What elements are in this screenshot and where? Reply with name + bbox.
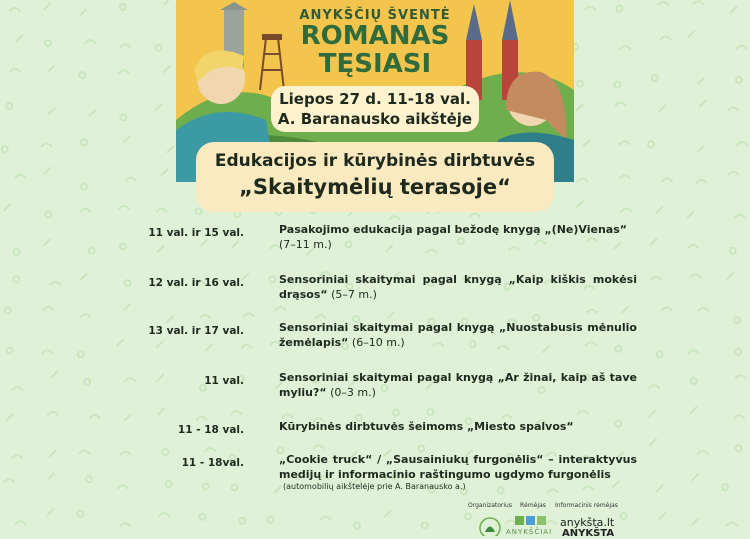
confetti-mark <box>84 379 90 385</box>
confetti-mark <box>649 385 659 388</box>
confetti-mark <box>736 77 742 83</box>
confetti-mark <box>80 209 90 212</box>
confetti-mark <box>14 249 20 255</box>
confetti-mark <box>90 110 96 116</box>
confetti-mark <box>77 511 83 517</box>
confetti-mark <box>121 452 131 455</box>
confetti-mark <box>697 180 707 183</box>
organizers-label: Organizatorius <box>468 502 512 509</box>
confetti-mark <box>700 100 706 106</box>
confetti-mark <box>614 82 620 88</box>
confetti-mark <box>698 146 704 152</box>
confetti-mark <box>200 315 210 318</box>
confetti-mark <box>231 411 241 414</box>
confetti-mark <box>43 307 53 310</box>
confetti-mark <box>50 451 56 457</box>
schedule-description <box>279 370 637 400</box>
confetti-mark <box>157 341 163 347</box>
schedule-time: 12 val. ir 16 val. <box>148 277 244 289</box>
schedule-description <box>279 452 637 492</box>
confetti-mark <box>698 451 708 454</box>
confetti-mark <box>197 417 207 420</box>
confetti-mark <box>10 69 20 72</box>
confetti-mark <box>658 2 668 5</box>
confetti-mark <box>45 40 51 46</box>
schedule-age: (6–10 m.) <box>351 336 405 349</box>
confetti-mark <box>16 36 22 42</box>
confetti-mark <box>389 216 399 219</box>
confetti-mark <box>157 246 163 252</box>
confetti-mark <box>577 81 583 87</box>
confetti-mark <box>244 313 254 316</box>
confetti-mark <box>692 474 698 480</box>
confetti-mark <box>78 351 84 357</box>
confetti-mark <box>648 141 654 147</box>
confetti-mark <box>722 484 728 490</box>
confetti-mark <box>730 248 736 254</box>
event-heading <box>196 142 554 212</box>
sponsors-footer <box>460 500 750 539</box>
confetti-mark <box>52 371 58 377</box>
confetti-mark <box>13 276 19 282</box>
confetti-mark <box>242 345 252 348</box>
confetti-mark <box>316 315 326 318</box>
confetti-mark <box>735 445 741 451</box>
confetti-mark <box>651 239 657 245</box>
confetti-mark <box>12 387 22 390</box>
confetti-mark <box>661 36 671 39</box>
confetti-mark <box>44 168 50 174</box>
date-place-box <box>271 86 479 132</box>
confetti-mark <box>727 273 733 279</box>
confetti-mark <box>120 523 130 526</box>
confetti-mark <box>85 40 95 43</box>
schedule-title: Kūrybinės dirbtuvės šeimoms „Miesto spalvos“ <box>279 420 574 433</box>
anyksciai-logo: ANYKŠČIAI <box>506 528 553 536</box>
schedule-description <box>279 272 637 302</box>
confetti-mark <box>690 274 700 277</box>
confetti-mark <box>167 316 173 322</box>
confetti-mark <box>48 473 54 479</box>
confetti-mark <box>200 514 206 520</box>
confetti-mark <box>120 114 126 120</box>
confetti-mark <box>161 169 167 175</box>
festival-title-line2: TĘSIASI <box>318 49 432 79</box>
schedule-description <box>279 419 637 434</box>
confetti-mark <box>159 513 169 516</box>
confetti-mark <box>622 307 628 313</box>
confetti-mark <box>731 7 737 13</box>
confetti-mark <box>7 347 13 353</box>
confetti-mark <box>620 175 630 178</box>
confetti-mark <box>6 103 12 109</box>
confetti-mark <box>125 414 131 420</box>
confetti-mark <box>585 7 595 10</box>
confetti-mark <box>649 411 655 417</box>
confetti-mark <box>7 414 13 420</box>
confetti-mark <box>687 212 693 218</box>
confetti-mark <box>698 308 708 311</box>
confetti-mark <box>693 1 703 4</box>
confetti-mark <box>577 179 587 182</box>
confetti-mark <box>659 105 665 111</box>
confetti-mark <box>167 146 173 152</box>
confetti-mark <box>354 523 360 529</box>
confetti-mark <box>734 317 740 323</box>
anyksta-logo: ANYKŠTA <box>562 528 615 539</box>
confetti-mark <box>737 46 747 49</box>
confetti-mark <box>42 350 52 353</box>
confetti-mark <box>690 407 696 413</box>
confetti-mark <box>4 479 14 482</box>
event-heading-line2: „Skaitymėlių terasoje“ <box>239 175 511 199</box>
confetti-mark <box>81 139 87 145</box>
confetti-mark <box>234 211 240 217</box>
confetti-mark <box>267 517 273 523</box>
confetti-mark <box>118 485 128 488</box>
confetti-mark <box>276 307 286 310</box>
sponsor-logo-icon <box>515 516 549 526</box>
confetti-mark <box>728 172 738 175</box>
confetti-mark <box>80 314 90 317</box>
schedule-time: 11 val. <box>204 375 244 387</box>
confetti-mark <box>117 340 123 346</box>
confetti-mark <box>45 211 51 217</box>
confetti-mark <box>81 274 87 280</box>
confetti-mark <box>79 72 85 78</box>
confetti-mark <box>2 146 8 152</box>
schedule-age: (0–3 m.) <box>330 386 376 399</box>
confetti-mark <box>16 521 26 524</box>
anyksta-site-logo: anykšta.lt <box>560 516 615 529</box>
confetti-mark <box>49 108 55 114</box>
confetti-mark <box>120 4 126 10</box>
confetti-mark <box>321 516 331 519</box>
confetti-mark <box>422 522 428 528</box>
confetti-mark <box>80 9 86 15</box>
schedule-time: 11 - 18val. <box>181 457 244 469</box>
schedule-age: (5–7 m.) <box>331 288 377 301</box>
confetti-mark <box>44 239 50 245</box>
confetti-mark <box>44 3 50 9</box>
confetti-mark <box>657 485 663 491</box>
confetti-mark <box>4 205 10 211</box>
confetti-mark <box>650 439 656 445</box>
confetti-mark <box>119 206 129 209</box>
confetti-mark <box>688 350 698 353</box>
confetti-mark <box>657 351 663 357</box>
schedule-title: Sensoriniai skaitymai pagal knygą „Kaip kiškis mokėsi drąsos“ <box>279 273 637 301</box>
confetti-mark <box>734 415 744 418</box>
confetti-mark <box>48 509 54 515</box>
confetti-mark <box>239 518 245 524</box>
confetti-mark <box>587 310 597 313</box>
confetti-mark <box>728 107 738 110</box>
festival-title-line1: ROMANAS <box>300 21 450 51</box>
confetti-mark <box>162 449 168 455</box>
date-line: Liepos 27 d. 11-18 val. <box>279 90 471 108</box>
confetti-mark <box>232 484 238 490</box>
confetti-mark <box>205 448 215 451</box>
confetti-mark <box>578 411 588 414</box>
confetti-mark <box>124 304 130 310</box>
confetti-mark <box>651 277 661 280</box>
confetti-mark <box>616 102 626 105</box>
confetti-mark <box>120 44 130 47</box>
schedule-description <box>279 222 637 252</box>
confetti-mark <box>470 214 480 217</box>
confetti-mark <box>81 184 87 190</box>
event-heading-line1: Edukacijos ir kūrybinės dirbtuvės <box>214 151 536 171</box>
schedule-title: Pasakojimo edukacija pagal bežodę knygą „(Ne)Vienas“ <box>279 223 627 236</box>
confetti-mark <box>12 455 22 458</box>
confetti-mark <box>736 375 746 378</box>
confetti-mark <box>48 412 58 415</box>
schedule-title: Sensoriniai skaitymai pagal knygą „Nuostabusis mėnulio žemėlapis“ <box>279 321 637 349</box>
confetti-mark <box>157 209 167 212</box>
confetti-mark <box>206 345 212 351</box>
confetti-mark <box>89 248 95 254</box>
confetti-mark <box>48 66 54 72</box>
confetti-mark <box>691 378 697 384</box>
confetti-mark <box>620 141 630 144</box>
confetti-mark <box>196 208 202 214</box>
confetti-mark <box>688 31 694 37</box>
confetti-mark <box>698 78 704 84</box>
confetti-mark <box>201 240 207 246</box>
confetti-mark <box>232 241 238 247</box>
confetti-mark <box>156 45 162 51</box>
confetti-mark <box>86 476 92 482</box>
confetti-mark <box>156 104 162 110</box>
confetti-mark <box>388 312 394 318</box>
place-line: A. Baranausko aikštėje <box>277 110 473 128</box>
confetti-mark <box>203 484 209 490</box>
schedule-note: (automobilių aikštelėje prie A. Baranausko a.) <box>283 482 466 491</box>
confetti-mark <box>90 415 100 418</box>
festival-name: ANYKŠČIŲ ŠVENTĖ <box>299 8 451 23</box>
confetti-mark <box>269 276 275 282</box>
confetti-mark <box>662 178 672 181</box>
confetti-mark <box>164 66 170 72</box>
confetti-mark <box>120 243 126 249</box>
festival-title <box>176 22 574 78</box>
confetti-mark <box>385 510 391 516</box>
schedule-time: 11 val. ir 15 val. <box>148 227 244 239</box>
confetti-mark <box>656 207 662 213</box>
confetti-mark <box>662 307 672 310</box>
confetti-mark <box>393 410 399 416</box>
confetti-mark <box>735 349 741 355</box>
confetti-mark <box>621 208 631 211</box>
sponsors-label: Rėmėjas <box>520 502 546 509</box>
confetti-mark <box>737 142 747 145</box>
schedule-title: Sensoriniai skaitymai pagal knygą „Ar žinai, kaip aš tave myliu?“ <box>279 371 637 399</box>
confetti-mark <box>577 105 583 111</box>
confetti-mark <box>652 75 658 81</box>
confetti-mark <box>583 140 589 146</box>
schedule-age: (7–11 m.) <box>279 238 332 251</box>
confetti-mark <box>119 70 129 73</box>
confetti-mark <box>50 282 60 285</box>
confetti-mark <box>577 201 583 207</box>
confetti-mark <box>164 0 170 4</box>
confetti-mark <box>282 414 292 417</box>
schedule-description <box>279 320 637 350</box>
schedule-time: 13 val. ir 17 val. <box>148 325 244 337</box>
confetti-mark <box>124 136 130 142</box>
confetti-mark <box>158 408 164 414</box>
confetti-mark <box>735 215 745 218</box>
schedule-time: 11 - 18 val. <box>177 424 244 436</box>
confetti-mark <box>15 175 25 178</box>
organizer-logo-icon <box>478 516 502 536</box>
confetti-mark <box>5 307 11 313</box>
confetti-mark <box>688 245 698 248</box>
confetti-mark <box>313 445 323 448</box>
confetti-mark <box>502 415 512 418</box>
confetti-mark <box>10 8 20 11</box>
confetti-mark <box>616 6 622 12</box>
schedule-title: „Cookie truck“ / „Sausainiukų furgonėlis“ – interaktyvus medijų ir informacinio raštingumo ugdymo furgonėlis <box>279 453 637 481</box>
confetti-mark <box>166 481 172 487</box>
confetti-mark <box>79 451 89 454</box>
info-sponsors-label: Informacinis rėmėjas <box>555 502 618 509</box>
confetti-mark <box>126 178 136 181</box>
confetti-mark <box>427 409 433 415</box>
confetti-mark <box>41 144 51 147</box>
confetti-mark <box>620 46 630 49</box>
confetti-mark <box>418 446 424 452</box>
